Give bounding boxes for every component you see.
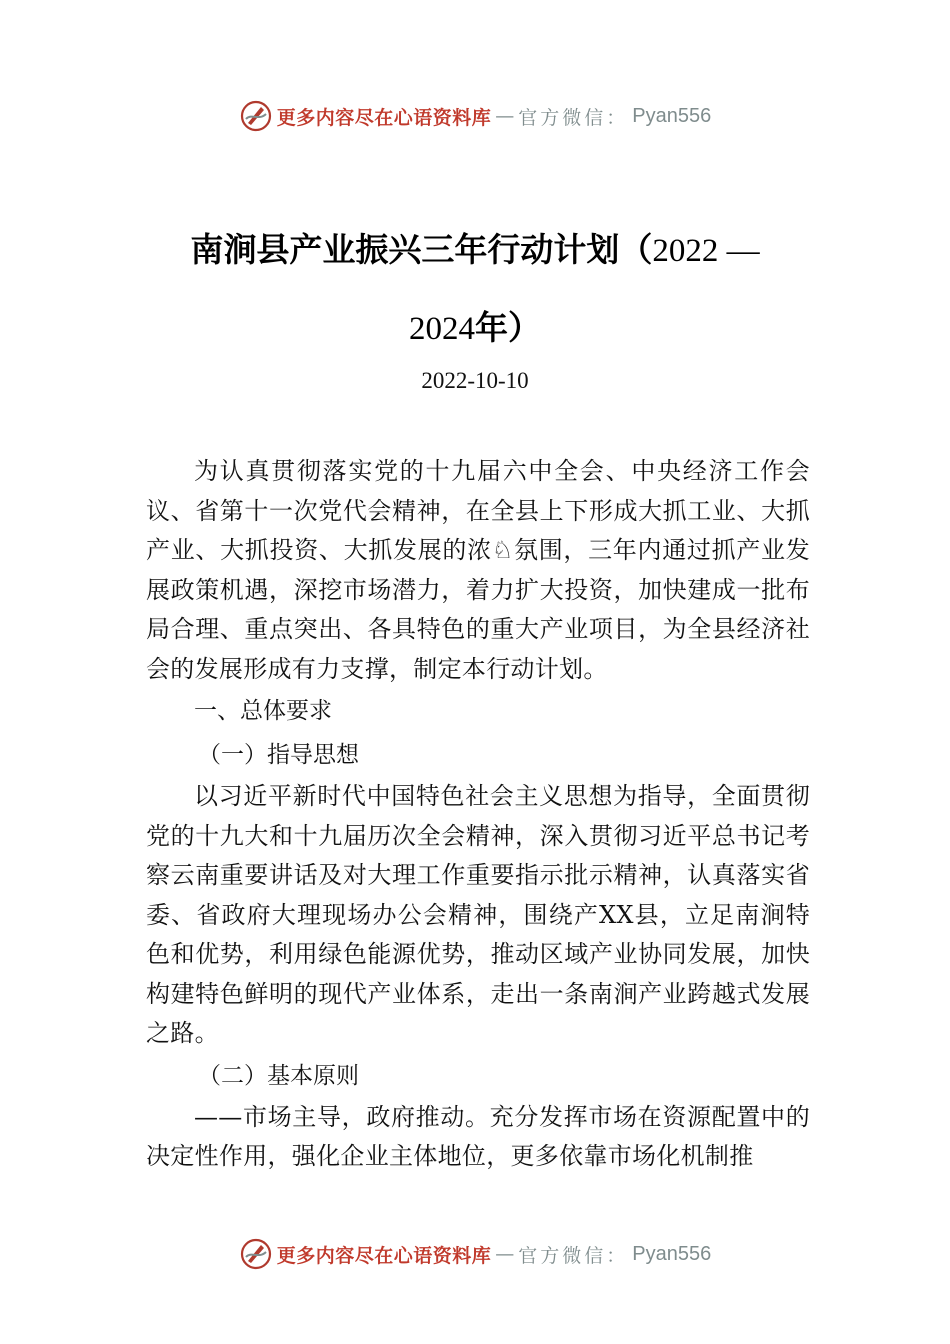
watermark-footer (0, 1234, 950, 1274)
principle-paragraph: ——市场主导，政府推动。充分发挥市场在资源配置中的决定性作用，强化企业主体地位，更多依靠市场化机制推 (146, 1102, 810, 1170)
subsection-heading: （二）基本原则 (198, 1062, 359, 1089)
document-title-line1 (140, 224, 810, 271)
document-body (146, 452, 810, 1177)
title-year-start: 2022 — (652, 233, 760, 269)
seal-icon (239, 99, 273, 133)
watermark-wechat-id: Pyan556 (632, 1242, 712, 1265)
title-suffix: 年） (475, 308, 541, 347)
document-date: 2022-10-10 (421, 368, 529, 393)
watermark-separator: — (495, 1243, 515, 1265)
title-text: 南涧县产业振兴三年行动计划（ (190, 230, 653, 269)
watermark-separator: — (495, 105, 515, 127)
intro-paragraph: 为认真贯彻落实党的十九届六中全会、中央经济工作会议、省第十一次党代会精神，在全县上下形成大抓工业、大抓产业、大抓投资、大抓发展的浓♘氛围，三年内通过抓产业发展政策机遇，深挖市场潜力，着力扩大投资，加快建成一批布局合理、重点突出、各具特色的重大产业项目，为全县经济社会的发展形成有力支撑，制定本行动计划。 (146, 457, 810, 683)
title-year-end: 2024 (409, 311, 475, 347)
subsection-heading: （一）指导思想 (198, 742, 359, 768)
watermark-text: 更多内容尽在心语资料库 (276, 106, 492, 129)
section-heading: 一、总体要求 (194, 698, 332, 724)
watermark-wechat-label: 官方微信： (518, 1244, 629, 1267)
guiding-thought-paragraph: 以习近平新时代中国特色社会主义思想为指导，全面贯彻党的十九大和十九届历次全会精神，深入贯彻习近平总书记考察云南重要讲话及对大理工作重要指示批示精神，认真落实省委、省政府大理现场办公会精神，围绕产XX县，立足南涧特色和优势，利用绿色能源优势，推动区域产业协同发展，加快构建特色鲜明的现代产业体系，走出一条南涧产业跨越式发展之路。 (146, 782, 810, 1047)
watermark-wechat-id: Pyan556 (632, 104, 712, 127)
watermark-text: 更多内容尽在心语资料库 (276, 1244, 492, 1267)
document-title-line2 (140, 302, 810, 349)
watermark-header (0, 96, 950, 136)
watermark-wechat-label: 官方微信： (518, 106, 629, 129)
seal-icon (239, 1237, 273, 1271)
